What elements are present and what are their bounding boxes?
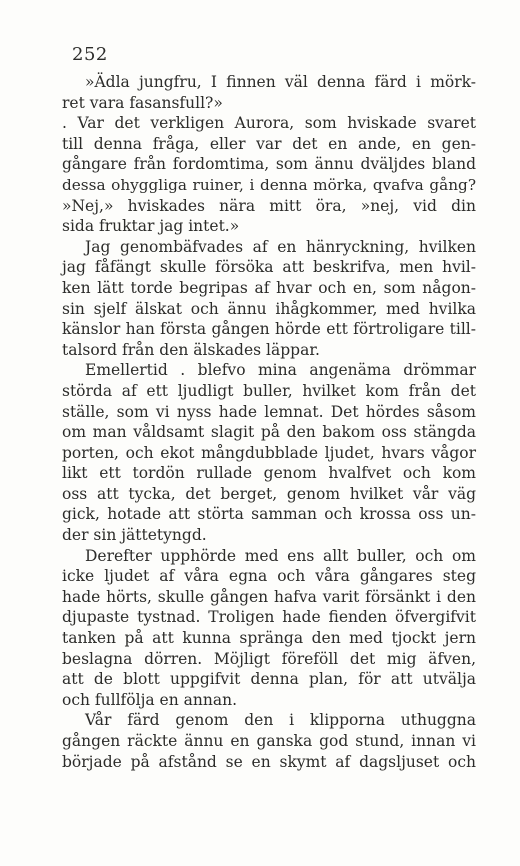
text-line: sida fruktar jag intet.» — [62, 217, 240, 236]
text-line: ret vara fasansfull?» — [62, 93, 223, 112]
text-line: känslor han första gången hörde ett förtroligare till- — [62, 320, 476, 339]
text-line: tanken på att kunna spränga den med tjockt jern — [62, 629, 476, 648]
text-line: Jag genombäfvades af en hänryckning, hvilken — [85, 237, 476, 256]
text-line: talsord från den älskades läppar. — [62, 340, 320, 359]
text-line: gångare från fordomtima, som ännu dväljdes bland — [62, 155, 476, 174]
body-text — [62, 72, 476, 772]
text-line: Vår färd genom den i klipporna uthuggna — [85, 711, 476, 730]
text-line: beslagna dörren. Möjligt föreföll det mig äfven, — [62, 649, 476, 668]
text-line: der sin jättetyngd. — [62, 526, 207, 545]
text-line: hade hörts, skulle gången hafva varit försänkt i den — [62, 587, 476, 606]
text-line: sin sjelf älskat och ännu ihågkommer, med hvilka — [62, 299, 476, 318]
text-line: jag fåfängt skulle försöka att beskrifva, men hvil- — [62, 258, 476, 277]
text-line: om man våldsamt slagit på den bakom oss stängda — [62, 423, 476, 442]
text-line: började på afstånd se en skymt af dagsljuset och — [62, 752, 476, 771]
text-line: Emellertid . blefvo mina angenäma drömmar — [85, 361, 476, 380]
text-line: gick, hotade att störta samman och krossa oss un- — [62, 505, 476, 524]
text-line: Derefter upphörde med ens allt buller, och om — [85, 546, 476, 565]
text-line: . Var det verkligen Aurora, som hviskade svaret — [62, 114, 476, 133]
text-line: oss att tycka, det berget, genom hvilket vår väg — [62, 484, 476, 503]
text-line: icke ljudet af våra egna och våra gångares steg — [62, 567, 476, 586]
text-line: porten, och ekot mångdubblade ljudet, hvars vågor — [62, 443, 476, 462]
text-line: gången räckte ännu en ganska god stund, innan vi — [62, 732, 476, 750]
text-line: att de blott uppgifvit denna plan, för att utvälja — [62, 670, 476, 689]
text-line: likt ett tordön rullade genom hvalfvet och kom — [62, 464, 476, 483]
text-line: »Ädla jungfru, I finnen väl denna färd i mörk- — [85, 73, 476, 91]
text-line: djupaste tystnad. Troligen hade fienden öfvergifvit — [62, 608, 476, 627]
text-line: ställe, som vi nyss hade lemnat. Det hördes såsom — [62, 402, 476, 421]
text-line: dessa ohyggliga ruiner, i denna mörka, qvafva gång? — [62, 175, 476, 194]
text-line: störda af ett ljudligt buller, hvilket kom från det — [62, 381, 476, 400]
page-number: 252 — [72, 44, 108, 65]
text-line: till denna fråga, eller var det en ande, en gen- — [62, 134, 476, 153]
text-line: och fullfölja en annan. — [62, 690, 237, 709]
text-line: ken lätt torde begripas af hvar och en, som någon- — [62, 278, 476, 297]
text-line: »Nej,» hviskades nära mitt öra, »nej, vid din — [62, 196, 476, 215]
